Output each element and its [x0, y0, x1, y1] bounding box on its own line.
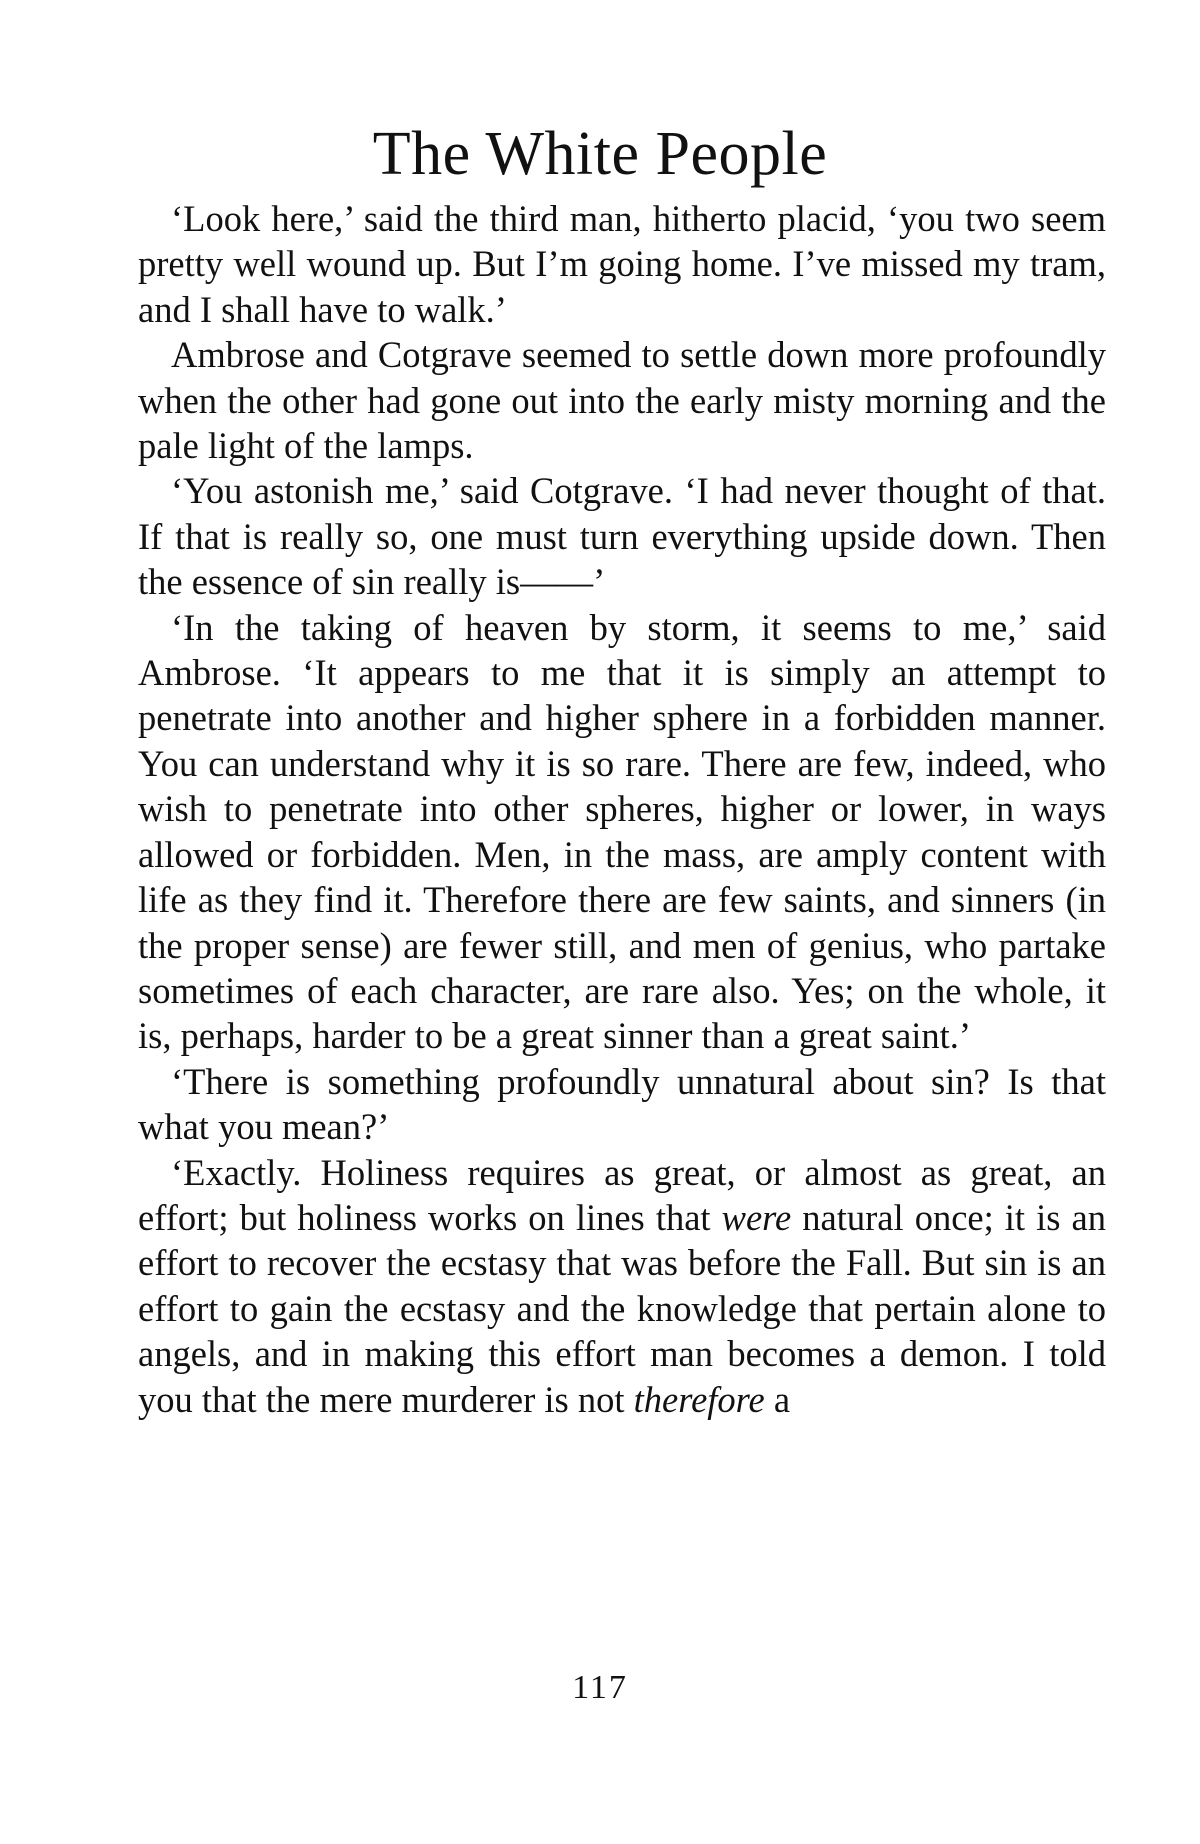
body-text — [138, 196, 1106, 1422]
paragraph — [138, 332, 1106, 468]
italic-emphasis: were — [721, 1196, 792, 1238]
paragraph — [138, 468, 1106, 604]
italic-emphasis: therefore — [633, 1378, 765, 1420]
paragraph-text: ‘Exactly. Holiness requires as great, or almost as great, an effort; but holiness works on lines that — [138, 1151, 1106, 1238]
paragraph-text: Ambrose and Cotgrave seemed to settle down more profoundly when the other had gone out into the early misty morning and the pale light of the lamps. — [138, 334, 1106, 467]
paragraph-text: natural once; it is an effort to recover the ecstasy that was before the Fall. But sin is an effort to gain the ecstasy and the knowledge that pertain alone to angels, and in making this effort man becomes a demon. I told you that the mere murderer is not — [138, 1196, 1106, 1420]
paragraph-text: a — [764, 1378, 791, 1420]
paragraph — [138, 1150, 1106, 1422]
paragraph — [138, 1059, 1106, 1150]
paragraph — [138, 605, 1106, 1059]
paragraph-text: ‘Look here,’ said the third man, hitherto placid, ‘you two seem pretty well wound up. But I’m going home. I’ve missed my tram, and I shall have to walk.’ — [138, 198, 1106, 330]
paragraph-text: ‘In the taking of heaven by storm, it seems to me,’ said Ambrose. ‘It appears to me that it is simply an attempt to penetrate into another and higher sphere in a forbidden manner. You can understand why it is so rare. There are few, indeed, who wish to penetrate into other spheres, higher or lower, in ways allowed or forbidden. Men, in the mass, are amply content with life as they find it. Therefore there are few saints, and sinners (in the proper sense) are fewer still, and men of genius, who partake sometimes of each character, are rare also. Yes; on the whole, it is, perhaps, harder to be a great sinner than a great saint.’ — [138, 606, 1106, 1057]
page-number: 117 — [572, 1669, 628, 1706]
paragraph-text: ‘You astonish me,’ said Cotgrave. ‘I had never thought of that. If that is really so, one must turn everything upside down. Then the essence of sin really is——’ — [138, 470, 1106, 603]
paragraph — [138, 196, 1106, 332]
running-head-title: The White People — [372, 120, 828, 188]
paragraph-text: ‘There is something profoundly unnatural about sin? Is that what you mean?’ — [138, 1060, 1106, 1148]
